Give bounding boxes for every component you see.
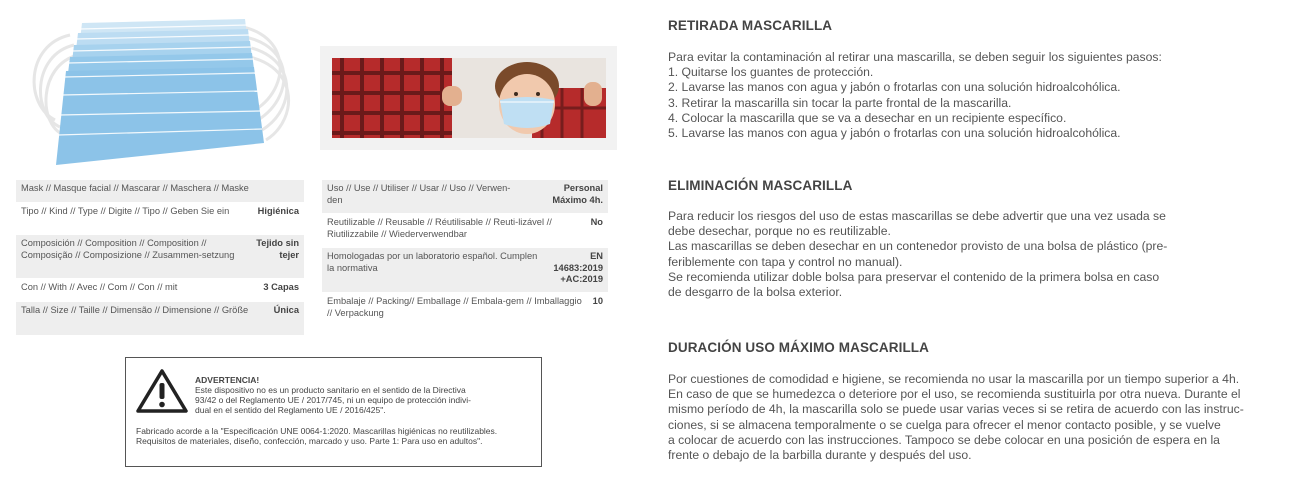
section-body-retirada bbox=[668, 50, 1278, 141]
warning-body bbox=[195, 385, 515, 415]
spec-value: 10 bbox=[592, 296, 603, 306]
section-body-duracion bbox=[668, 372, 1278, 463]
warning-box bbox=[125, 357, 542, 467]
body-line: a colocar de acuerdo con las instrucciones. Tampoco se debe colocar en una posición de espera en la bbox=[668, 432, 1220, 447]
spec-value: Higiénica bbox=[257, 206, 299, 216]
spec-label: Con // With // Avec // Com // Con // mit bbox=[21, 282, 178, 292]
spec-value: Tejido sin tejer bbox=[256, 238, 299, 260]
body-line: 3. Retirar la mascarilla sin tocar la parte frontal de la mascarilla. bbox=[668, 95, 1012, 110]
spec-row bbox=[16, 203, 304, 234]
section-heading-duracion: DURACIÓN USO MÁXIMO MASCARILLA bbox=[668, 340, 929, 355]
spec-label: Embalaje // Packing// Emballage // Embala-gem // Imballaggio // Verpackung bbox=[327, 296, 582, 318]
warning-title: ADVERTENCIA! bbox=[195, 375, 260, 385]
spec-label: Uso // Use // Utiliser // Usar // Uso // Verwen-den bbox=[327, 183, 511, 205]
body-line: Se recomienda utilizar doble bolsa para preservar el contenido de la primera bolsa en caso bbox=[668, 269, 1160, 284]
spec-row bbox=[16, 302, 304, 335]
spec-row bbox=[322, 180, 608, 213]
body-line: frente o debajo de la barbilla durante y después del uso. bbox=[668, 448, 972, 463]
body-line: En caso de que se humedezca o deteriore por el uso, se recomienda sustituirla por otra nueva. Durante el bbox=[668, 387, 1241, 402]
warning-line: Este dispositivo no es un producto sanitario en el sentido de la Directiva bbox=[195, 385, 466, 395]
spec-value: No bbox=[590, 217, 603, 227]
body-line: Para evitar la contaminación al retirar una mascarilla, se deben seguir los siguientes pasos: bbox=[668, 50, 1162, 64]
body-line: 4. Colocar la mascarilla que se va a desechar en un recipiente específico. bbox=[668, 110, 1067, 125]
body-line: ciones, si se almacena temporalmente o se cuelga para ofrecer el menor contacto posible, y se vuelve bbox=[668, 417, 1221, 432]
child-mask-photo bbox=[332, 58, 606, 138]
spec-row bbox=[16, 279, 304, 301]
spec-label: Mask // Masque facial // Mascarar // Maschera // Maske bbox=[21, 183, 249, 193]
body-line: feriblemente con tapa y control no manual). bbox=[668, 254, 903, 269]
mask-stack-image bbox=[30, 15, 300, 170]
body-line: de desgarro de la bolsa exterior. bbox=[668, 285, 843, 300]
section-heading-eliminacion: ELIMINACIÓN MASCARILLA bbox=[668, 178, 853, 193]
warning-icon bbox=[136, 368, 188, 414]
spec-row bbox=[322, 214, 608, 247]
footnote-line: Requisitos de materiales, diseño, confección, marcado y uso. Parte 1: Para uso en adultos". bbox=[136, 436, 483, 446]
body-line: Las mascarillas se deben desechar en un contenedor provisto de una bolsa de plástico (pre- bbox=[668, 239, 1168, 254]
warning-line: 93/42 o del Reglamento UE / 2017/745, ni un equipo de protección indivi- bbox=[195, 395, 471, 405]
spec-row bbox=[16, 180, 304, 202]
body-line: debe desechar, porque no es reutilizable. bbox=[668, 224, 891, 239]
body-line: Para reducir los riesgos del uso de estas mascarillas se debe advertir que una vez usada se bbox=[668, 209, 1166, 223]
spec-value: 3 Capas bbox=[263, 282, 299, 292]
body-line: 5. Lavarse las manos con agua y jabón o frotarlas con una solución hidroalcohólica. bbox=[668, 126, 1121, 141]
section-body-eliminacion bbox=[668, 209, 1278, 300]
warning-line: dual en el sentido del Reglamento UE / 2016/425". bbox=[195, 405, 386, 415]
body-line: 2. Lavarse las manos con agua y jabón o frotarlas con una solución hidroalcohólica. bbox=[668, 80, 1121, 95]
spec-label: Composición // Composition // Composition // Composição // Composizione // Zusammen-setzung bbox=[21, 238, 235, 260]
spec-label: Homologadas por un laboratorio español. Cumplen la normativa bbox=[327, 251, 538, 273]
spec-label: Reutilizable // Reusable // Réutilisable // Reuti-lizável // Riutilizzabile // Wiederverwendbar bbox=[327, 217, 552, 239]
spec-label: Talla // Size // Taille // Dimensão // Dimensione // Größe bbox=[21, 305, 249, 315]
footnote-line: Fabricado acorde a la "Especificación UNE 0064-1:2020. Mascarillas higiénicas no reutilizables. bbox=[136, 426, 498, 436]
spec-label: Tipo // Kind // Type // Digite // Tipo // Geben Sie ein bbox=[21, 206, 230, 216]
body-line: mismo período de 4h, la mascarilla solo se puede usar varias veces si se retira de acuerdo con las instruc- bbox=[668, 402, 1244, 417]
section-heading-retirada: RETIRADA MASCARILLA bbox=[668, 18, 833, 33]
body-line: Por cuestiones de comodidad e higiene, se recomienda no usar la mascarilla por un tiempo superior a 4h. bbox=[668, 372, 1240, 386]
warning-footnote bbox=[136, 426, 536, 446]
spec-value: Única bbox=[273, 305, 299, 315]
spec-row bbox=[322, 293, 608, 327]
spec-row bbox=[16, 235, 304, 278]
spec-value: EN 14683:2019 +AC:2019 bbox=[553, 251, 603, 284]
body-line: 1. Quitarse los guantes de protección. bbox=[668, 65, 874, 80]
spec-value: Personal Máximo 4h. bbox=[552, 183, 603, 205]
spec-row bbox=[322, 248, 608, 292]
